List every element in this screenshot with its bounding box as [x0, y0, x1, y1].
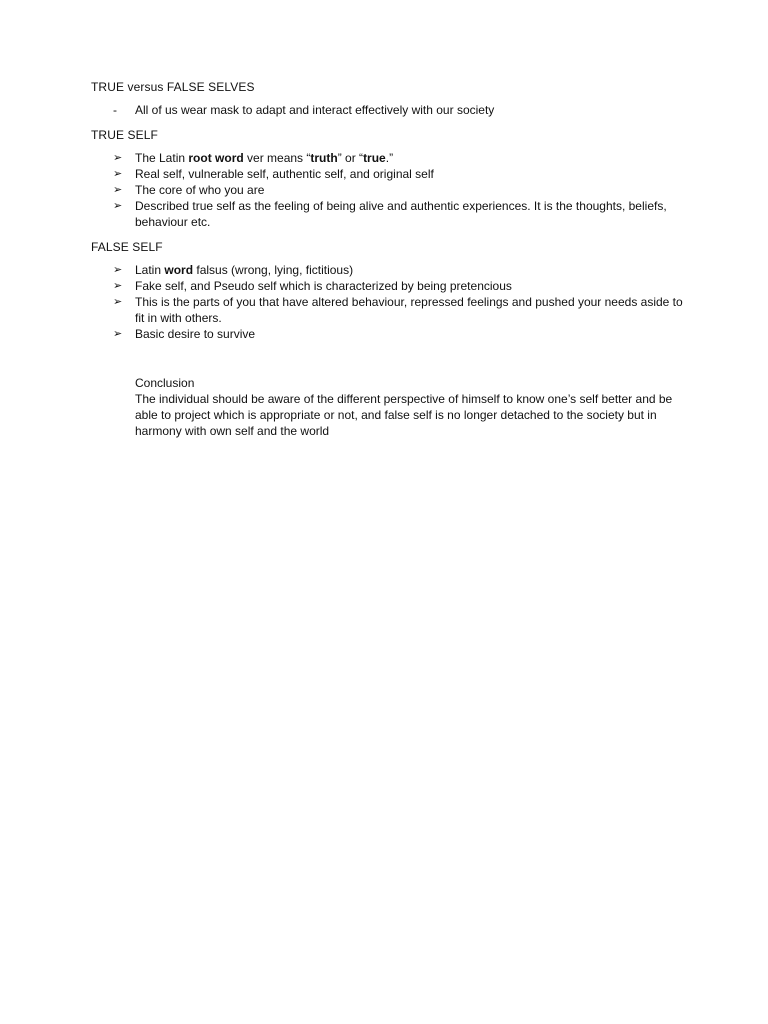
- intro-list: [91, 102, 691, 118]
- document-title: TRUE versus FALSE SELVES: [91, 80, 255, 94]
- true-self-heading: TRUE SELF: [91, 128, 158, 142]
- list-item: [91, 326, 691, 342]
- list-item: [91, 166, 691, 182]
- item-text: Described true self as the feeling of being alive and authentic experiences. It is the thoughts, beliefs, behaviour etc.: [135, 199, 667, 229]
- intro-text: All of us wear mask to adapt and interact effectively with our society: [135, 103, 495, 117]
- arrow-bullet-icon: ➢: [113, 328, 123, 340]
- false-self-heading: FALSE SELF: [91, 240, 163, 254]
- arrow-bullet-icon: ➢: [113, 152, 123, 164]
- list-item: [91, 294, 691, 326]
- item-text: The core of who you are: [135, 183, 265, 197]
- list-item: [91, 198, 691, 230]
- item-text-bold: true: [363, 151, 386, 165]
- list-item: [91, 262, 691, 278]
- true-self-list: [91, 150, 691, 230]
- conclusion-heading: Conclusion: [135, 376, 195, 390]
- item-text-bold: root word: [188, 151, 244, 165]
- item-text-part: .”: [385, 151, 394, 165]
- item-text-part: falsus (wrong, lying, fictitious): [193, 263, 354, 277]
- item-text-bold: truth: [310, 151, 338, 165]
- dash-marker: -: [113, 103, 117, 117]
- arrow-bullet-icon: ➢: [113, 184, 123, 196]
- arrow-bullet-icon: ➢: [113, 200, 123, 212]
- arrow-bullet-icon: ➢: [113, 168, 123, 180]
- item-text: Fake self, and Pseudo self which is characterized by being pretencious: [135, 279, 512, 293]
- false-self-list: [91, 262, 691, 342]
- list-item: [91, 182, 691, 198]
- item-text: Basic desire to survive: [135, 327, 256, 341]
- list-item: [91, 278, 691, 294]
- conclusion-text: The individual should be aware of the different perspective of himself to know one’s self better and be able to project which is appropriate or not, and false self is no longer detached to the society but in harmony with own self and the world: [135, 392, 673, 438]
- arrow-bullet-icon: ➢: [113, 280, 123, 292]
- item-text-bold: word: [164, 263, 194, 277]
- item-text-part: Latin: [135, 263, 165, 277]
- document-page: [91, 79, 691, 439]
- item-text: Real self, vulnerable self, authentic self, and original self: [135, 167, 434, 181]
- item-text-part: The Latin: [135, 151, 189, 165]
- item-text: This is the parts of you that have altered behaviour, repressed feelings and pushed your needs aside to fit in with others.: [135, 295, 683, 325]
- list-item: [91, 150, 691, 166]
- arrow-bullet-icon: ➢: [113, 296, 123, 308]
- arrow-bullet-icon: ➢: [113, 264, 123, 276]
- item-text-part: ver means “: [243, 151, 311, 165]
- conclusion-block: [91, 375, 683, 439]
- intro-item: [91, 102, 691, 118]
- item-text-part: ” or “: [337, 151, 364, 165]
